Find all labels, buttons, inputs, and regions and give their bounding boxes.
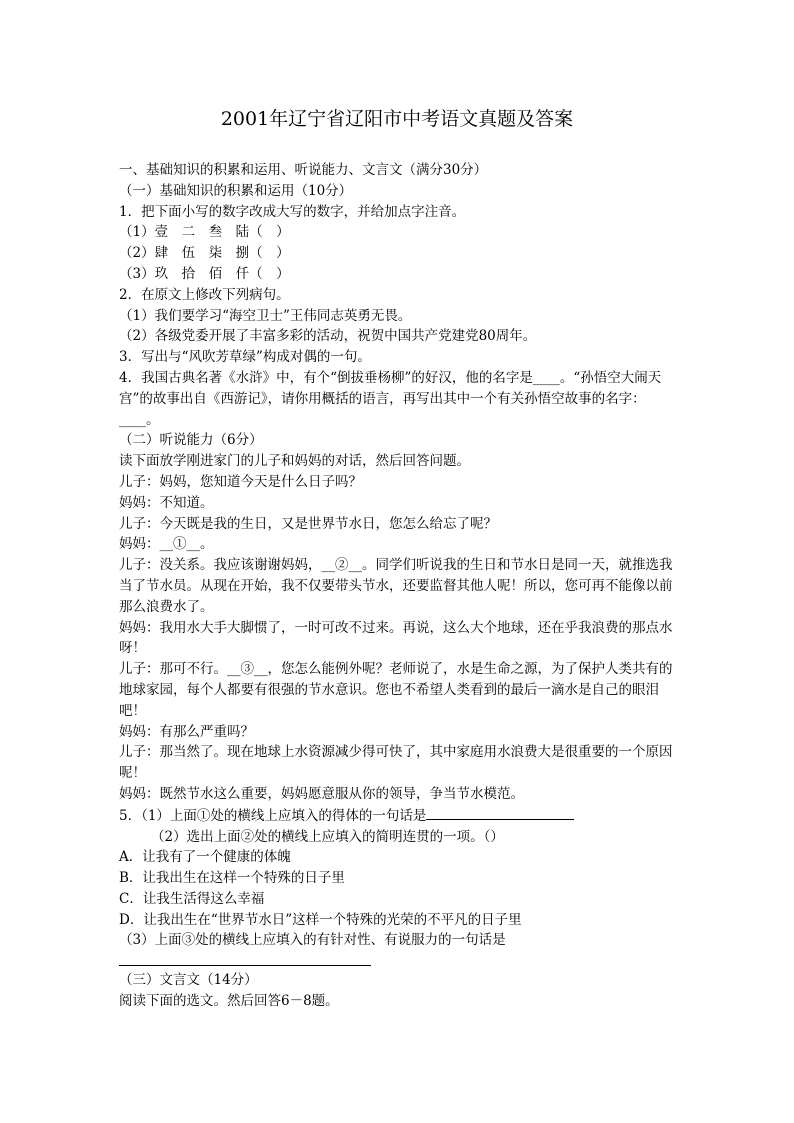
document-title: 2001年辽宁省辽阳市中考语文真题及答案	[220, 108, 574, 130]
question-5-part-1-text: 5．（1）上面①处的横线上应填入的得体的一句话是	[119, 807, 427, 824]
question-1-item-3: （3）玖 拾 佰 仟（ ）	[119, 265, 290, 282]
question-2-item-1: （1）我们要学习“海空卫士”王伟同志英勇无畏。	[119, 307, 412, 324]
option-b: B．让我出生在这样一个特殊的日子里	[119, 870, 345, 887]
document-body	[119, 160, 675, 1012]
reading-instruction: 阅读下面的选文。然后回答6－8题。	[119, 993, 339, 1010]
dialogue-line: 儿子：那当然了。现在地球上水资源减少得可快了，其中家庭用水浪费大是很重要的一个原因呢！	[119, 744, 673, 782]
question-1-item-1: （1）壹 二 叁 陆（ ）	[119, 224, 290, 241]
option-a: A．让我有了一个健康的体魄	[119, 849, 291, 866]
dialogue-line: 儿子：那可不行。__③__，您怎么能例外呢？老师说了，水是生命之源，为了保护人类共有的地球家园，每个人都要有很强的节水意识。您也不希望人类看到的最后一滴水是自己的眼泪吧！	[119, 661, 673, 719]
question-5-part-3: （3）上面③处的横线上应填入的有针对性、有说服力的一句话是	[119, 932, 506, 949]
dialogue-line: 妈妈：__①__。	[119, 536, 214, 553]
subsection-heading: （二）听说能力（6分）	[119, 432, 263, 449]
question-2-item-2: （2）各级党委开展了丰富多彩的活动，祝贺中国共产党建党80周年。	[119, 328, 537, 345]
question-5-part-2: （2）选出上面②处的横线上应填入的简明连贯的一项。（）	[151, 828, 504, 845]
question-5-part-1	[119, 805, 675, 827]
answer-blank	[426, 805, 574, 820]
dialogue-line: 儿子：今天既是我的生日，又是世界节水日，您怎么给忘了呢？	[119, 515, 497, 532]
question-1: 1．把下面小写的数字改成大写的数字，并给加点字注音。	[119, 203, 466, 220]
dialogue-line: 妈妈：既然节水这么重要，妈妈愿意服从你的领导，争当节水模范。	[119, 785, 524, 802]
dialogue-instruction: 读下面放学刚进家门的儿子和妈妈的对话，然后回答问题。	[119, 453, 470, 470]
question-4: 4．我国古典名著《水浒》中，有个“倒拔垂杨柳”的好汉，他的名字是____。“孙悟空大闹天宫”的故事出自《西游记》，请你用概括的语言，再写出其中一个有关孙悟空故事的名字：____。	[119, 369, 662, 428]
dialogue-line: 妈妈：有那么严重吗？	[119, 723, 254, 740]
question-1-item-2: （2）肆 伍 柒 捌（ ）	[119, 245, 290, 262]
answer-line	[119, 965, 371, 966]
dialogue-line: 妈妈：我用水大手大脚惯了，一时可改不过来。再说，这么大个地球，还在乎我浪费的那点水呀！	[119, 619, 673, 657]
dialogue-line: 妈妈：不知道。	[119, 494, 214, 511]
option-c: C．让我生活得这么幸福	[119, 890, 265, 907]
subsection-heading: （一）基础知识的积累和运用（10分）	[119, 182, 353, 199]
option-d: D．让我出生在“世界节水日”这样一个特殊的光荣的不平凡的日子里	[119, 911, 522, 928]
question-2: 2．在原文上修改下列病句。	[119, 286, 290, 303]
subsection-heading: （三）文言文（14分）	[119, 972, 258, 989]
section-heading: 一、基础知识的积累和运用、听说能力、文言文（满分30分）	[119, 162, 488, 178]
question-3: 3．写出与“风吹芳草绿”构成对偶的一句。	[119, 349, 371, 366]
dialogue-line: 儿子：妈妈，您知道今天是什么日子吗？	[119, 473, 362, 490]
dialogue-line: 儿子：没关系。我应该谢谢妈妈，__②__。同学们听说我的生日和节水日是同一天，就推选我当了节水员。从现在开始，我不仅要带头节水，还要监督其他人呢！所以，您可再不能像以前那么浪费水了。	[119, 557, 673, 615]
